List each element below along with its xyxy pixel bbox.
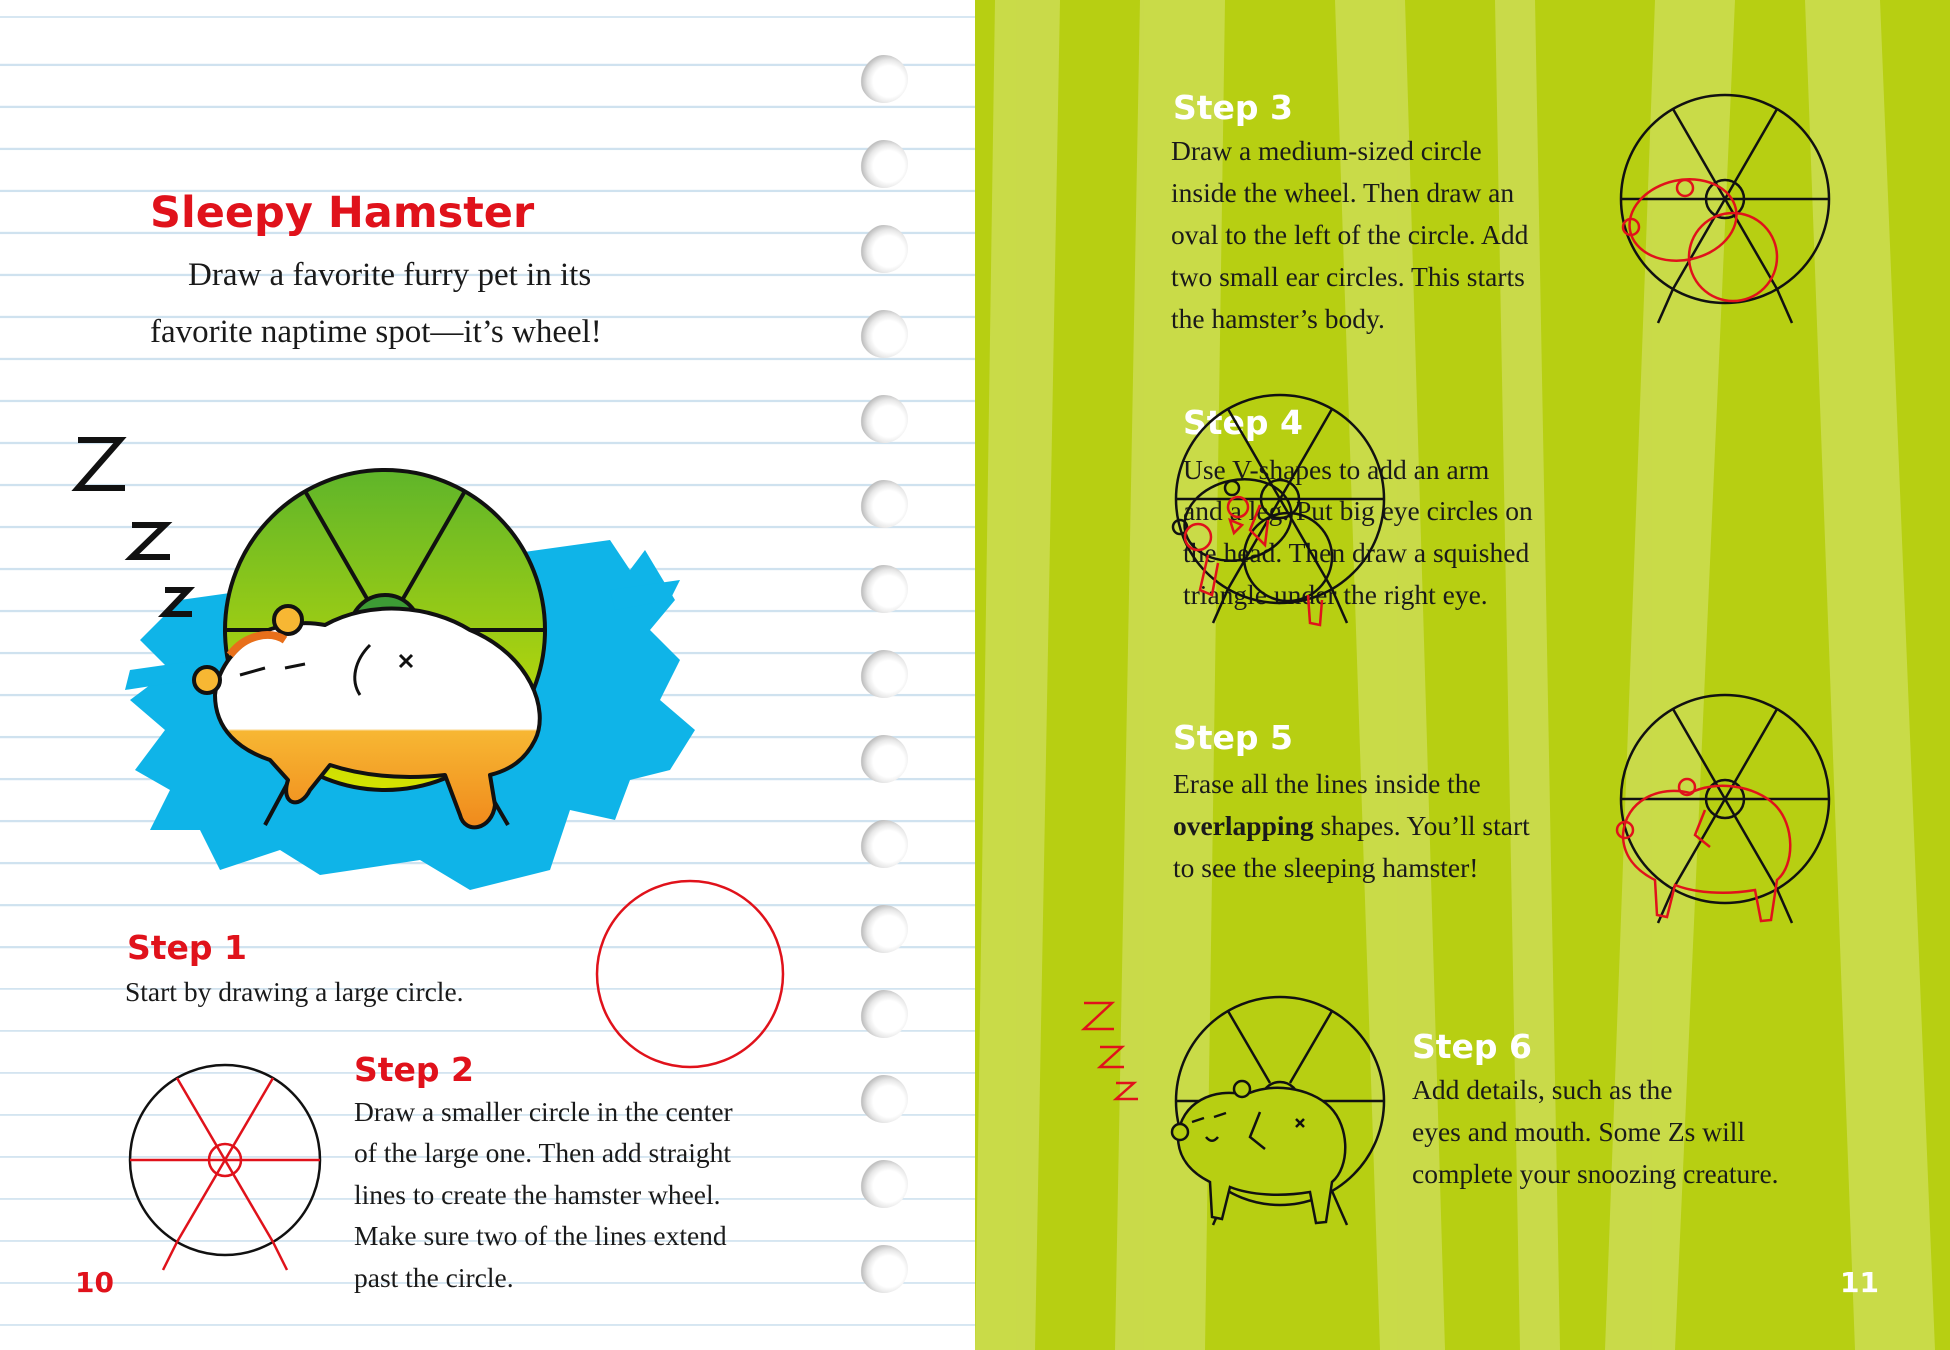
z-letters — [1084, 1003, 1138, 1099]
step-1-text: Start by drawing a large circle. — [125, 976, 464, 1007]
step-4-heading: Step 4 — [1183, 403, 1303, 442]
step-2-text-line: Draw a smaller circle in the center — [354, 1096, 733, 1127]
step-6-text-line: complete your snoozing creature. — [1412, 1158, 1779, 1189]
step-4-text-line: Use V-shapes to add an arm — [1183, 454, 1490, 485]
step-6-diagram — [1080, 995, 1400, 1235]
step-4-diagram — [1170, 395, 1390, 630]
step-5-heading: Step 5 — [1173, 718, 1293, 757]
step-2-text-line: lines to create the hamster wheel. — [354, 1179, 721, 1210]
step-3-diagram — [1615, 95, 1835, 330]
binding-ring — [860, 990, 908, 1038]
step-2-heading: Step 2 — [354, 1050, 474, 1089]
step-2-text-line: of the large one. Then add straight — [354, 1137, 731, 1168]
step-3-text-line: the hamster’s body. — [1171, 303, 1385, 334]
binding-ring — [860, 140, 908, 188]
step-1-diagram — [594, 878, 786, 1070]
step-5-text-line: to see the sleeping hamster! — [1173, 852, 1479, 883]
intro-line-1: Draw a favorite furry pet in its — [188, 257, 592, 293]
step-3-text-line: two small ear circles. This starts — [1171, 261, 1525, 292]
intro-line-2: favorite naptime spot—it’s wheel! — [150, 314, 602, 350]
step-3-text-line: Draw a medium-sized circle — [1171, 135, 1482, 166]
step-3-text-line: oval to the left of the circle. Add — [1171, 219, 1529, 250]
step-5-diagram — [1615, 695, 1835, 930]
step-4-text-line: and a leg. Put big eye circles on — [1183, 495, 1533, 526]
binding-ring — [860, 650, 908, 698]
step-5-bold-word: overlapping — [1173, 810, 1314, 841]
step-5-text-rest: shapes. You’ll start — [1313, 810, 1530, 841]
right-page — [975, 0, 1950, 1350]
step-6-heading: Step 6 — [1412, 1027, 1532, 1066]
step-6-text-line: Add details, such as the — [1412, 1074, 1673, 1105]
binding-ring — [860, 225, 908, 273]
binding-ring — [860, 310, 908, 358]
step-3-text-line: inside the wheel. Then draw an — [1171, 177, 1515, 208]
step-6-text-line: eyes and mouth. Some Zs will — [1412, 1116, 1746, 1147]
binding-ring — [860, 480, 908, 528]
page-number-right: 11 — [1840, 1266, 1879, 1299]
page-title: Sleepy Hamster — [150, 188, 535, 238]
page-number-left: 10 — [75, 1266, 114, 1299]
binding-ring — [860, 1245, 908, 1293]
binding-ring — [860, 395, 908, 443]
z-letters — [78, 440, 192, 614]
binding-ring — [860, 820, 908, 868]
binding-ring — [860, 1160, 908, 1208]
step-1-heading: Step 1 — [127, 928, 247, 967]
step-5-text-line — [1173, 805, 1530, 847]
step-2-diagram — [125, 1060, 325, 1280]
step-5-text-line: Erase all the lines inside the — [1173, 768, 1481, 799]
binding-ring — [860, 905, 908, 953]
sleepy-hamster-illustration — [70, 430, 750, 910]
step-2-text-line: Make sure two of the lines extend — [354, 1220, 727, 1251]
binding-ring — [860, 1075, 908, 1123]
binding-ring — [860, 735, 908, 783]
step-3-heading: Step 3 — [1173, 88, 1293, 127]
step-4-text-line: triangle under the right eye. — [1183, 579, 1488, 610]
binding-ring — [860, 565, 908, 613]
step-2-text-line: past the circle. — [354, 1262, 514, 1293]
step-4-text-line: the head. Then draw a squished — [1183, 537, 1530, 568]
binding-ring — [860, 55, 908, 103]
